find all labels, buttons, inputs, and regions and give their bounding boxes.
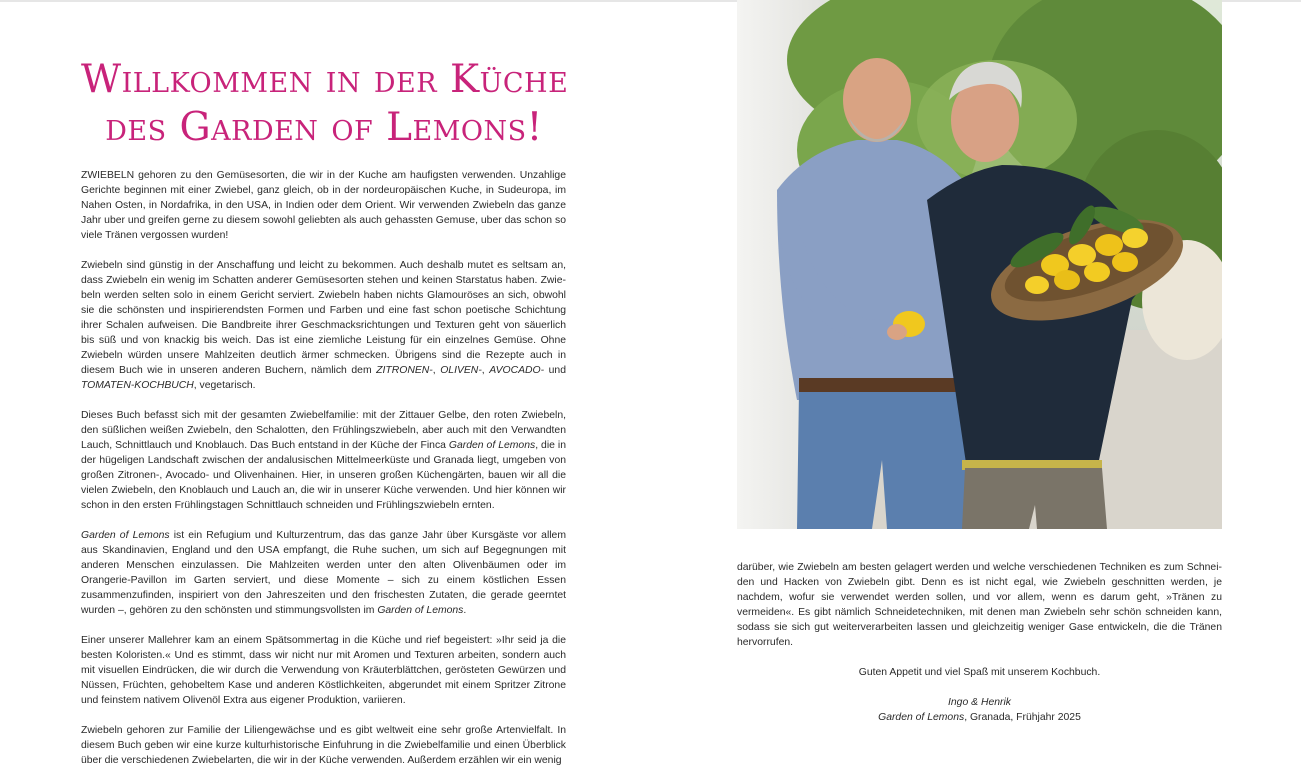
signature-names: Ingo & Henrik bbox=[948, 697, 1011, 708]
signature-place-italic: Garden of Lemons bbox=[878, 712, 965, 723]
text-run: , bbox=[432, 365, 441, 376]
text-run: Dieses Buch befasst sich mit der gesamten Zwiebelfamilie: mit der Zittauer Gelbe, den roten Zwiebeln, den süßlichen weißen Zwiebeln, den Schalotten, den Frühlingszwiebeln, aber auch mit den Verwandten Lauch, Schnittlauch und Knoblauch. Das Buch entstand in der Küche der Finca bbox=[81, 410, 566, 451]
title-line-2: des Garden of Lemons! bbox=[105, 105, 543, 150]
signature-block bbox=[737, 695, 1222, 725]
text-run: Zwiebeln gehoren zur Familie der Liliengewächse und es gibt weltweit eine sehr große Artenvielfalt. In diesem Buch geben wir eine kurze kulturhistorische Einfuhrung in die Zwiebelfamilie und einen Überblick über die verschiedenen Zwiebelarten, die wir in der Küche verwenden. Außerdem erzählen wir ein wenig bbox=[81, 725, 566, 766]
page-title bbox=[81, 56, 567, 152]
signature-place-date bbox=[737, 710, 1222, 725]
text-run: , vegetarisch. bbox=[193, 380, 256, 391]
intro-text-column bbox=[81, 168, 566, 783]
title-line-1: Willkommen in der Küche bbox=[81, 57, 569, 102]
italic-text-run: Garden of Lemons bbox=[377, 605, 464, 616]
italic-text-run: AVOCADO- bbox=[489, 365, 545, 376]
text-run: . bbox=[463, 605, 467, 616]
italic-text-run: ZITRONEN- bbox=[376, 365, 433, 376]
italic-text-run: OLIVEN- bbox=[440, 365, 482, 376]
closing-line: Guten Appetit und viel Spaß mit unserem Kochbuch. bbox=[858, 667, 1101, 678]
body-paragraph bbox=[81, 633, 566, 708]
body-paragraph bbox=[81, 258, 566, 393]
text-run: Einer unserer Mallehrer kam an einem Spätsommertag in die Küche und rief begeistert: »Ihr seid ja die besten Koloristen.« Und es stimmt, dass wir nicht nur mit Aromen und Texturen arbeiten, sondern auch mit visuellen Eindrücken, die wir durch die Verwendung von Kräuterblättchen, gerösteten Gewürzen und Nüssen, Früchten, gehobeltem Kase und anderen Köstlichkeiten, abgerundet mit einem Spritzer Zitrone und feinstem nativem Olivenöl Extra aus eigener Produktion, variieren. bbox=[81, 635, 566, 706]
text-run: ist ein Refugium und Kulturzentrum, das das ganze Jahr über Kursgäste vor allem aus Skandinavien, England und den USA empfangt, die Ruhe suchen, um sich auf Begegnungen mit anderen Menschen einzulassen. Die Mahlzeiten werden unter den alten Olivenbäumen oder im Orangerie-Pavillon im Garten serviert, und diese Momente – sich zu einem köstlichen Essen zusammenzufinden, inspiriert von den Jahreszeiten und den frischesten Zutaten, die gerade geerntet wurden –, gehören zu den schönsten und stimmungsvollsten im bbox=[81, 530, 566, 616]
body-paragraph bbox=[81, 723, 566, 768]
continuation-paragraph: darüber, wie Zwiebeln am besten gelagert werden und welche verschiedenen Techniken es zum Schneiden und Hacken von Zwiebeln gibt. Denn es ist nicht egal, wie Zwiebeln geschnitten werden, je nachdem, wofur sie verwendet werden sollen, und vor allem, wenn es darum geht, »Tränen zu vermeiden«. Es gibt nämlich Schneidetechniken, mit denen man Zwiebeln sehr schön schneiden kann, sodass sie sich gut weiterverarbeiten lassen und gleichzeitig weniger Gase entwickeln, die die Tränen hervorrufen. bbox=[737, 562, 1222, 648]
italic-text-run: Garden of Lemons bbox=[448, 440, 536, 451]
photo-two-men-with-lemon-basket bbox=[737, 0, 1222, 529]
text-run: , die in der hügeligen Landschaft zwischen der andalusischen Mittelmeerküste und Granada liegt, umgeben von großen Zitronen-, Avocado- und Olivenhainen. Hier, in unseren großen Küchengärten, bauen wir all die vielen Zwiebeln, den Knoblauch und Lauch an, die wir in unserer Küche verwenden. Und hier können wir schon in den ersten Frühlingstagen Schnittlauch schneiden und Frühlingszwiebeln ernten. bbox=[81, 440, 566, 511]
body-paragraph bbox=[81, 528, 566, 618]
text-run: Zwiebeln sind günstig in der Anschaffung und leicht zu bekommen. Auch deshalb mutet es seltsam an, dass Zwiebeln ein wenig im Schatten anderer Gemüsesorten stehen und keinen Starstatus haben. Zwiebeln werden selten solo in einem Gericht serviert. Zwiebeln haben nichts Glamouröses an sich, obwohl sie die schönsten und inspirierendsten Formen und Farben und eine fast schon poetische Schichtung ihrer Schalen aufweisen. Die Bandbreite ihrer Geschmacksrichtungen und Texturen geht von säuerlich bis süß und von knackig bis weich. Das ist eine ziemliche Leistung für ein einzelnes Gemüse. Ohne Zwiebeln würden unsere Mahlzeiten deutlich ärmer schmecken. Übrigens sind die Rezepte auch in diesem Buch wie in unseren anderen Buchern, nämlich dem bbox=[81, 260, 566, 376]
body-paragraph bbox=[81, 408, 566, 513]
italic-text-run: TOMATEN-KOCHBUCH bbox=[81, 380, 194, 391]
continuation-text-column bbox=[737, 560, 1222, 725]
text-run: ZWIEBELN gehoren zu den Gemüsesorten, die wir in der Kuche am haufigsten verwenden. Unzahlige Gerichte beginnen mit einer Zwiebel, ganz gleich, ob in der nordeuropäischen Kuche, in Sudeuropa, im Nahen Osten, in Nordafrika, in den USA, in Indien oder dem Orient. Wir verwenden Zwiebeln das ganze Jahr uber und greifen gerne zu diesem sowohl geliebten als auch gehassten Gemuse, uber das schon so viele Tränen vergossen wurden! bbox=[81, 170, 566, 241]
text-run: und bbox=[544, 365, 566, 376]
text-run: , bbox=[481, 365, 490, 376]
signature-place-rest: , Granada, Frühjahr 2025 bbox=[964, 712, 1081, 723]
body-paragraph bbox=[81, 168, 566, 243]
left-page bbox=[0, 0, 650, 775]
italic-text-run: Garden of Lemons bbox=[81, 530, 170, 541]
